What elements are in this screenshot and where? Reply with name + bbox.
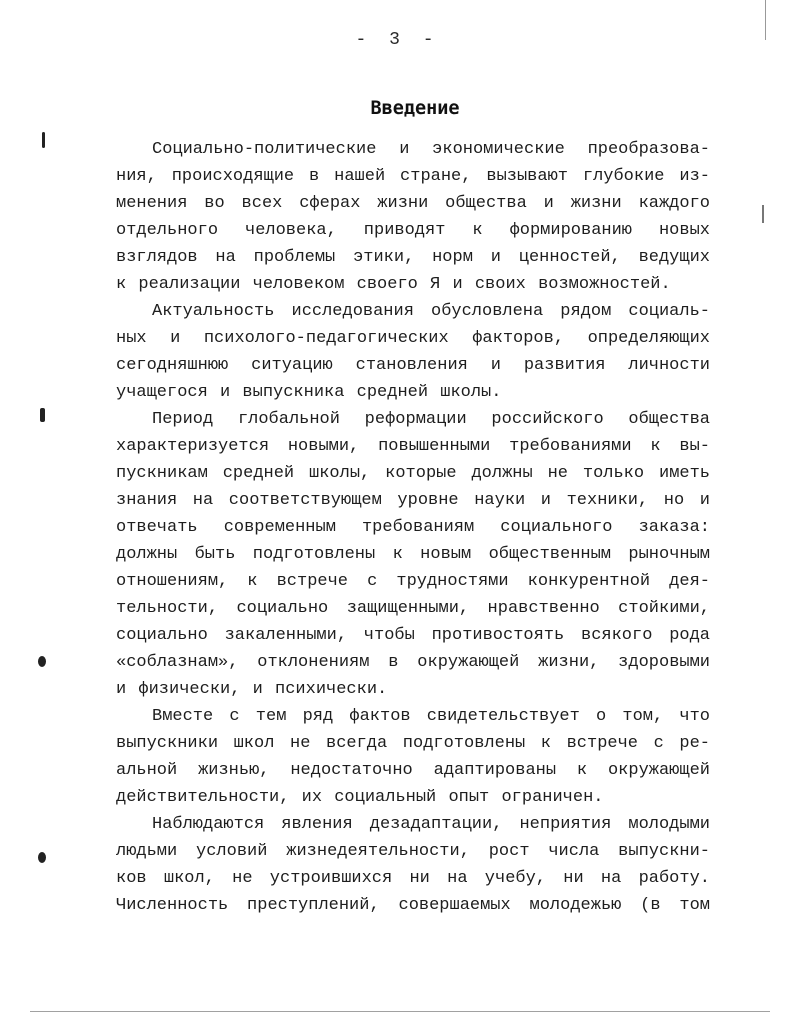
text-line: отдельного человека, приводят к формированию новых	[116, 221, 710, 240]
paragraph	[116, 811, 710, 919]
text-line: к реализации человеком своего Я и своих возможностей.	[116, 275, 671, 294]
text-line: отвечать современным требованиям социального заказа:	[116, 518, 710, 537]
paragraph	[116, 298, 710, 406]
text-line: ков школ, не устроившихся ни на учебу, ни на работу.	[116, 869, 710, 888]
text-line: действительности, их социальный опыт ограничен.	[116, 788, 604, 807]
page-number: - 3 -	[355, 30, 440, 50]
text-line: Социально-политические и экономические преобразова-	[152, 140, 710, 159]
text-line: должны быть подготовлены к новым общественным рыночным	[116, 545, 710, 564]
text-line: сегодняшнюю ситуацию становления и развития личности	[116, 356, 710, 375]
paragraph	[116, 136, 710, 298]
scan-edge-mark	[762, 205, 764, 223]
text-line: учащегося и выпускника средней школы.	[116, 383, 502, 402]
text-line: выпускники школ не всегда подготовлены к встрече с ре-	[116, 734, 710, 753]
text-line: Наблюдаются явления дезадаптации, неприятия молодыми	[152, 815, 710, 834]
text-line: пускникам средней школы, которые должны не только иметь	[116, 464, 710, 483]
scan-speck	[42, 132, 45, 148]
text-line: Численность преступлений, совершаемых молодежью (в том	[116, 896, 710, 915]
text-line: Период глобальной реформации российского общества	[152, 410, 710, 429]
text-line: ных и психолого-педагогических факторов, определяющих	[116, 329, 710, 348]
text-line: Актуальность исследования обусловлена рядом социаль-	[152, 302, 710, 321]
text-line: «соблазнам», отклонениям в окружающей жизни, здоровыми	[116, 653, 710, 672]
section-title: Введение	[370, 98, 460, 119]
text-line: социально закаленными, чтобы противостоять всякого рода	[116, 626, 710, 645]
text-line: тельности, социально защищенными, нравственно стойкими,	[116, 599, 710, 618]
text-line: альной жизнью, недостаточно адаптированы к окружающей	[116, 761, 710, 780]
paragraph	[116, 406, 710, 703]
scan-bottom-edge	[30, 1011, 770, 1012]
punch-hole-mark	[38, 852, 46, 863]
scan-speck	[40, 408, 45, 422]
text-line: и физически, и психически.	[116, 680, 388, 699]
paragraph	[116, 703, 710, 811]
punch-hole-mark	[38, 656, 46, 667]
body-text	[116, 136, 710, 919]
text-line: знания на соответствующем уровне науки и техники, но и	[116, 491, 710, 510]
text-line: менения во всех сферах жизни общества и жизни каждого	[116, 194, 710, 213]
text-line: отношениям, к встрече с трудностями конкурентной дея-	[116, 572, 710, 591]
text-line: ния, происходящие в нашей стране, вызывают глубокие из-	[116, 167, 710, 186]
text-line: характеризуется новыми, повышенными требованиями к вы-	[116, 437, 710, 456]
text-line: людьми условий жизнедеятельности, рост числа выпускни-	[116, 842, 710, 861]
text-line: Вместе с тем ряд фактов свидетельствует о том, что	[152, 707, 710, 726]
text-line: взглядов на проблемы этики, норм и ценностей, ведущих	[116, 248, 710, 267]
